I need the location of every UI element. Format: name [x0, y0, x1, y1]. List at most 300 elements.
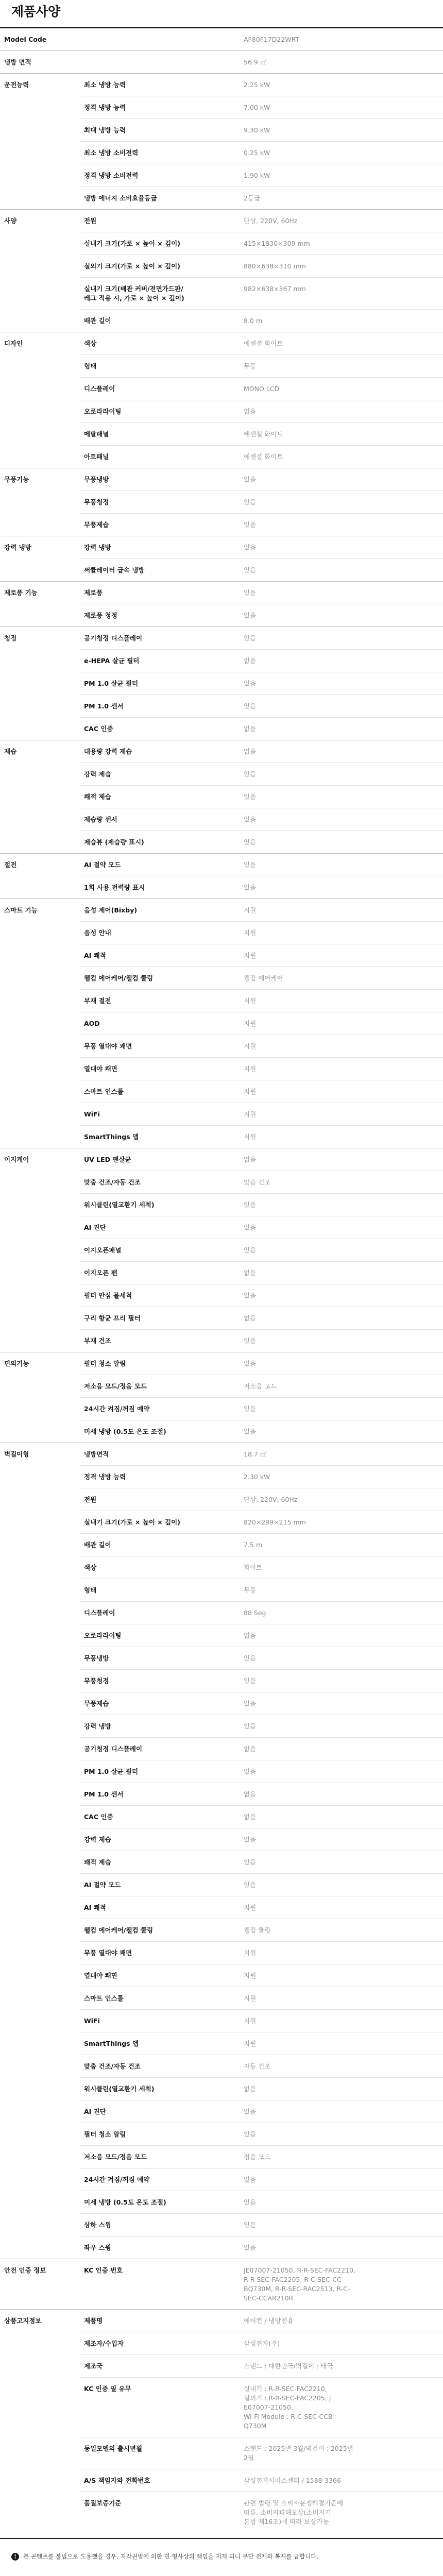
spec-label: 실내기 크기(가로 × 높이 × 깊이)	[80, 1511, 240, 1534]
spec-value-line: 880×638×310 mm	[244, 262, 306, 270]
page-title: 제품사양	[11, 4, 60, 19]
spec-label: A/S 책임자와 전화번호	[80, 2469, 240, 2492]
spec-label: 실내기 크기(가로 × 높이 × 깊이)	[80, 232, 240, 255]
spec-value-line: 있음	[244, 1881, 257, 1889]
spec-value	[240, 1942, 443, 1964]
spec-label: 상하 스윙	[80, 2214, 240, 2236]
spec-value	[240, 559, 443, 582]
spec-value	[240, 650, 443, 672]
spec-value	[240, 718, 443, 740]
spec-label: PM 1.0 살균 필터	[80, 672, 240, 695]
spec-label: 부재 건조	[80, 1330, 240, 1352]
spec-value-line: 무풍	[244, 362, 257, 370]
spec-value	[240, 944, 443, 967]
spec-value-line: 스탠드 : 대한민국/벽걸이 : 태국	[244, 2362, 333, 2370]
spec-value-line: 있음	[244, 1292, 257, 1299]
spec-category: 제로풍 기능	[0, 582, 80, 627]
spec-value	[240, 514, 443, 536]
spec-value-line: 자동 건조	[244, 2062, 271, 2070]
spec-value-line: 저소음 모드	[244, 1382, 277, 1390]
spec-category: 벽걸이형	[0, 1443, 80, 2259]
spec-value-line: 지원	[244, 906, 257, 914]
spec-row	[0, 2310, 443, 2332]
spec-label: 음성 제어(Bixby)	[80, 899, 240, 922]
spec-value-line: 있음	[244, 884, 257, 891]
spec-label: 품질보증기준	[80, 2492, 240, 2533]
spec-label: 이지오픈패널	[80, 1239, 240, 1262]
spec-label: 냉방 에너지 소비효율등급	[80, 187, 240, 210]
spec-value	[240, 1194, 443, 1216]
spec-value-line: 18.7 ㎡	[244, 1450, 267, 1458]
spec-label: e-HEPA 살균 필터	[80, 650, 240, 672]
spec-label: CAC 인증	[80, 718, 240, 740]
spec-value-line: 820×299×215 mm	[244, 1518, 306, 1526]
spec-label: 실내기 크기(배관 커버/전면가드판/ 레그 적용 시, 가로 × 높이 × 깊이)	[80, 278, 240, 310]
footnote-text: 본 콘텐츠를 불법으로 도용했을 경우, 저작권법에 의한 민·형사상의 책임을 지게 되니 무단 전재와 복제를 금합니다.	[23, 2553, 319, 2560]
spec-label: UV LED 팬살균	[80, 1148, 240, 1171]
spec-value-line: Wi-Fi Module : R-C-SEC-CCB	[244, 2413, 333, 2420]
spec-label: 제조자/수입자	[80, 2332, 240, 2355]
spec-value-line: 없음	[244, 1314, 257, 1322]
spec-label: KC 인증 필 유무	[80, 2378, 240, 2437]
spec-value	[240, 1352, 443, 1375]
spec-value	[240, 876, 443, 899]
spec-label: 무풍제습	[80, 514, 240, 536]
spec-category: 운전능력	[0, 74, 80, 210]
spec-value	[240, 2259, 443, 2310]
spec-value	[240, 2310, 443, 2332]
spec-label: 아트패널	[80, 446, 240, 468]
spec-category: 안전 인증 정보	[0, 2259, 80, 2310]
spec-value-line: 지원	[244, 952, 257, 959]
spec-value-line: 삼성전자서비스센터 / 1588-3366	[244, 2477, 341, 2484]
spec-label: 형태	[80, 1579, 240, 1602]
spec-label: AI 절약 모드	[80, 1874, 240, 1896]
spec-value-line: 지원	[244, 1949, 257, 1957]
spec-value-line: E07007-21050,	[244, 2403, 293, 2411]
spec-value	[240, 672, 443, 695]
spec-value-line: 있음	[244, 793, 257, 801]
spec-label: 미세 냉방 (0.5도 온도 조절)	[80, 2191, 240, 2214]
spec-value-line: 지원	[244, 1110, 257, 1118]
spec-value	[240, 1330, 443, 1352]
footer-note	[0, 2538, 443, 2571]
spec-value	[240, 1375, 443, 1398]
spec-category: 무풍기능	[0, 468, 80, 536]
spec-value	[240, 627, 443, 650]
spec-value	[240, 1602, 443, 1624]
spec-value	[240, 1534, 443, 1556]
spec-value-line: 따름. 소비자피해보상(소비자기	[244, 2509, 331, 2516]
spec-value-line: 있음	[244, 2198, 257, 2206]
spec-value	[240, 1647, 443, 1670]
spec-value-line: 단상, 220V, 60Hz	[244, 1496, 298, 1503]
spec-value-line: 지원	[244, 929, 257, 937]
spec-label: 1회 사용 전력량 표시	[80, 876, 240, 899]
spec-row	[0, 210, 443, 232]
spec-value-line: 있음	[244, 1224, 257, 1231]
spec-value-line: 있음	[244, 1201, 257, 1209]
spec-value-line: AF80F17D22WRT	[244, 36, 300, 43]
spec-value	[240, 1148, 443, 1171]
spec-value-line: 56.9 ㎡	[244, 58, 267, 66]
spec-value-line: 지원	[244, 1088, 257, 1095]
spec-value-line: 있음	[244, 612, 257, 619]
spec-label: 맞춤 건조/자동 건조	[80, 1171, 240, 1194]
spec-label: AI 진단	[80, 2100, 240, 2123]
spec-value	[240, 1783, 443, 1806]
spec-label: 무풍냉방	[80, 468, 240, 491]
spec-value	[240, 1012, 443, 1035]
spec-value	[240, 1126, 443, 1148]
spec-label: 제로풍 청정	[80, 604, 240, 627]
spec-label: 제로풍	[80, 582, 240, 604]
spec-value-line: 있음	[244, 1246, 257, 1254]
spec-value	[240, 2492, 443, 2533]
spec-value	[240, 1284, 443, 1307]
spec-value-line: 에센셜 화이트	[244, 453, 283, 461]
spec-value	[240, 1307, 443, 1330]
spec-label: 냉방면적	[80, 1443, 240, 1466]
spec-value	[240, 2055, 443, 2078]
spec-value-line: 있음	[244, 2130, 257, 2138]
spec-value	[240, 1624, 443, 1647]
spec-row	[0, 1352, 443, 1375]
spec-value-line: 지원	[244, 2040, 257, 2047]
spec-label: 필터 안심 물세척	[80, 1284, 240, 1307]
spec-value-line: 없음	[244, 1632, 257, 1639]
spec-value	[240, 1171, 443, 1194]
spec-value-line: BQ730M, R-R-SEC-RAC2513, R-C-	[244, 2285, 350, 2293]
spec-value	[240, 446, 443, 468]
spec-value	[240, 967, 443, 990]
spec-value-line: 맞춤 건조	[244, 1178, 271, 1186]
spec-value-line: 982×638×367 mm	[244, 285, 306, 293]
spec-value-line: 지원	[244, 1133, 257, 1141]
spec-value	[240, 1828, 443, 1851]
spec-label: 강력 제습	[80, 1828, 240, 1851]
spec-value	[240, 740, 443, 763]
spec-label: 제습량 센서	[80, 808, 240, 831]
spec-value	[240, 922, 443, 944]
spec-value-line: 있음	[244, 1337, 257, 1345]
spec-table	[0, 28, 443, 2533]
spec-label: 배관 길이	[80, 1534, 240, 1556]
spec-label: 대용량 강력 제습	[80, 740, 240, 763]
spec-label: 웰컴 에어케어/웰컴 쿨링	[80, 967, 240, 990]
spec-label: 최소 냉방 능력	[80, 74, 240, 96]
spec-value-line: 에어컨 / 냉방전용	[244, 2317, 294, 2325]
spec-label: 쾌적 제습	[80, 786, 240, 808]
spec-category: 편의기능	[0, 1352, 80, 1443]
spec-label: 미세 냉방 (0.5도 온도 조절)	[80, 1420, 240, 1443]
spec-label: 필터 청소 알림	[80, 2123, 240, 2146]
spec-value	[240, 164, 443, 187]
spec-row	[0, 740, 443, 763]
info-icon: !	[11, 2553, 19, 2561]
spec-value-line: 있음	[244, 1722, 257, 1730]
spec-value	[240, 119, 443, 142]
spec-value	[240, 355, 443, 378]
spec-value	[240, 1488, 443, 1511]
spec-value	[240, 1058, 443, 1080]
spec-label: WiFi	[80, 1103, 240, 1126]
spec-value	[240, 1760, 443, 1783]
spec-label: 무풍제습	[80, 1692, 240, 1715]
spec-row	[0, 51, 443, 74]
spec-value	[240, 2146, 443, 2168]
spec-value-line: 있음	[244, 770, 257, 778]
spec-value-line: MONO LCD	[244, 385, 280, 393]
spec-row	[0, 1148, 443, 1171]
spec-value-line: R-R-SEC-FAC2205, R-C-SEC-CC	[244, 2276, 342, 2283]
spec-value-line: 없음	[244, 725, 257, 733]
spec-label: 무풍냉방	[80, 1647, 240, 1670]
spec-label: PM 1.0 살균 필터	[80, 1760, 240, 1783]
spec-label: 음성 안내	[80, 922, 240, 944]
spec-label: 디스플레이	[80, 378, 240, 400]
spec-value	[240, 1851, 443, 1874]
spec-value-line: 웰컴 에어케어	[244, 974, 283, 982]
spec-value	[240, 1035, 443, 1058]
spec-value-line: SEC-CCAR210R	[244, 2294, 294, 2302]
spec-label: 전원	[80, 210, 240, 232]
spec-value	[240, 1715, 443, 1738]
spec-value	[240, 1670, 443, 1692]
spec-value-line: 지원	[244, 1904, 257, 1911]
spec-label: 열대야 쾌면	[80, 1058, 240, 1080]
spec-value	[240, 2078, 443, 2100]
spec-value-line: 7.00 kW	[244, 104, 270, 111]
spec-value	[240, 1556, 443, 1579]
spec-row	[0, 899, 443, 922]
spec-value	[240, 210, 443, 232]
spec-value	[240, 255, 443, 278]
spec-label: AI 쾌적	[80, 944, 240, 967]
spec-label: AI 진단	[80, 1216, 240, 1239]
spec-label: WiFi	[80, 2010, 240, 2032]
spec-value-line: 실내기 : R-R-SEC-FAC2210,	[244, 2385, 327, 2393]
spec-value-line: 없음	[244, 1745, 257, 1753]
spec-value	[240, 831, 443, 854]
spec-value-line: 있음	[244, 2176, 257, 2183]
spec-value-line: 있음	[244, 544, 257, 551]
spec-value	[240, 74, 443, 96]
spec-value-line: 있음	[244, 476, 257, 483]
spec-value-line: 없음	[244, 1813, 257, 1821]
spec-value	[240, 1964, 443, 1987]
spec-label: SmartThings 앱	[80, 1126, 240, 1148]
spec-value-line: 없음	[244, 657, 257, 665]
spec-value-line: 2등급	[244, 194, 261, 202]
spec-label: 오로라라이팅	[80, 400, 240, 423]
spec-category: Model Code	[4, 36, 47, 43]
spec-value	[240, 604, 443, 627]
spec-value	[240, 1511, 443, 1534]
spec-label: 저소음 모드/정음 모드	[80, 1375, 240, 1398]
spec-label: 형태	[80, 355, 240, 378]
spec-value-line: 웰컴 쿨링	[244, 1926, 271, 1934]
spec-value-line: 지원	[244, 1020, 257, 1027]
spec-label: 저소음 모드/정음 모드	[80, 2146, 240, 2168]
spec-value-line: 있음	[244, 1405, 257, 1413]
spec-value	[240, 2469, 443, 2492]
spec-value-line: 있음	[244, 1677, 257, 1685]
spec-value-line: 있음	[244, 1428, 257, 1435]
spec-value	[240, 582, 443, 604]
spec-value	[240, 1216, 443, 1239]
spec-value-line: 무풍	[244, 1586, 257, 1594]
spec-label: 24시간 켜짐/꺼짐 예약	[80, 2168, 240, 2191]
spec-value-line: 있음	[244, 2108, 257, 2115]
spec-value-line: 없음	[244, 1269, 257, 1277]
spec-value	[240, 2437, 443, 2469]
spec-value	[240, 2378, 443, 2437]
spec-value-line: 88 Seg	[244, 1609, 266, 1617]
spec-value	[240, 2355, 443, 2378]
spec-value	[240, 1420, 443, 1443]
spec-value	[240, 1919, 443, 1942]
spec-value-line: 415×1830×309 mm	[244, 240, 310, 247]
spec-label: 쾌적 제습	[80, 1851, 240, 1874]
spec-value-line: 있음	[244, 566, 257, 574]
spec-value	[240, 1466, 443, 1488]
spec-value-line: 지원	[244, 1994, 257, 2002]
spec-value	[240, 854, 443, 876]
spec-value	[240, 378, 443, 400]
spec-value-line: 지원	[244, 2017, 257, 2025]
spec-category: 이지케어	[0, 1148, 80, 1352]
spec-label: AOD	[80, 1012, 240, 1035]
spec-value-line: 없음	[244, 1790, 257, 1798]
spec-value-line: 0.25 kW	[244, 149, 270, 157]
spec-label: 색상	[80, 332, 240, 355]
spec-value	[240, 310, 443, 332]
spec-value-line: 화이트	[244, 1564, 263, 1571]
spec-row	[0, 536, 443, 559]
spec-value	[240, 2236, 443, 2259]
spec-value-line: 없음	[244, 748, 257, 755]
spec-value-line: 지원	[244, 1065, 257, 1073]
spec-label: 최대 냉방 능력	[80, 119, 240, 142]
spec-label: 부재 절전	[80, 990, 240, 1012]
spec-row	[0, 332, 443, 355]
spec-category: 청정	[0, 627, 80, 740]
spec-label: 디스플레이	[80, 1602, 240, 1624]
spec-label: 24시간 켜짐/꺼짐 예약	[80, 1398, 240, 1420]
spec-value-line: 있음	[244, 838, 257, 846]
spec-label: 강력 냉방	[80, 1715, 240, 1738]
spec-value-line: 있음	[244, 702, 257, 710]
spec-value-line: 2.25 kW	[244, 81, 270, 89]
spec-value	[240, 2100, 443, 2123]
spec-label: 정격 냉방 능력	[80, 1466, 240, 1488]
spec-label: CAC 인증	[80, 1806, 240, 1828]
spec-label: 스마트 인스톨	[80, 1987, 240, 2010]
spec-value	[240, 1987, 443, 2010]
spec-value-line: 본법 제16조)에 따라 보상가능	[244, 2518, 329, 2526]
spec-value	[240, 1443, 443, 1466]
spec-value-line: 있음	[244, 2244, 257, 2251]
spec-label: 제습뷰 (제습량 표시)	[80, 831, 240, 854]
spec-label: 필터 청소 알림	[80, 1352, 240, 1375]
spec-value	[240, 491, 443, 514]
spec-value-line: 에센셜 화이트	[244, 340, 283, 347]
spec-label: KC 인증 번호	[80, 2259, 240, 2310]
spec-value-line: 없음	[244, 2085, 257, 2093]
spec-label: 정격 냉방 능력	[80, 96, 240, 119]
spec-label: PM 1.0 센서	[80, 1783, 240, 1806]
spec-label: 구리 항균 프리 필터	[80, 1307, 240, 1330]
spec-label: 강력 냉방	[80, 536, 240, 559]
spec-value	[240, 232, 443, 255]
spec-value-line: Q730M	[244, 2422, 267, 2430]
spec-category: 냉방 면적	[0, 51, 240, 74]
spec-value	[240, 2214, 443, 2236]
spec-row	[0, 468, 443, 491]
spec-value	[240, 423, 443, 446]
spec-value-line: 정음 모드	[244, 2153, 271, 2161]
spec-value-line: 9.30 kW	[244, 126, 270, 134]
spec-value-line: 없음	[244, 1156, 257, 1163]
spec-category: 강력 냉방	[0, 536, 80, 582]
spec-value-line: 있음	[244, 1858, 257, 1866]
spec-value-line: 지원	[244, 997, 257, 1005]
spec-value-line: 단상, 220V, 60Hz	[244, 217, 298, 225]
spec-label: 무풍청정	[80, 491, 240, 514]
spec-row	[0, 582, 443, 604]
spec-label: 열대야 쾌면	[80, 1964, 240, 1987]
spec-label: 제조국	[80, 2355, 240, 2378]
spec-value-line: 8.0 m	[244, 317, 263, 325]
spec-label: 색상	[80, 1556, 240, 1579]
spec-value-line: 있음	[244, 634, 257, 642]
spec-value	[240, 187, 443, 210]
spec-label: 최소 냉방 소비전력	[80, 142, 240, 164]
spec-value	[240, 2332, 443, 2355]
spec-value-line: 없음	[244, 408, 257, 415]
spec-label: 정격 냉방 소비전력	[80, 164, 240, 187]
spec-value-line: 있음	[244, 1768, 257, 1775]
spec-value-line: 있음	[244, 816, 257, 823]
spec-value	[240, 28, 443, 51]
spec-category: 절전	[0, 854, 80, 899]
spec-label: 무풍 열대야 쾌면	[80, 1942, 240, 1964]
spec-label: 배관 길이	[80, 310, 240, 332]
spec-label: 공기청정 디스플레이	[80, 627, 240, 650]
spec-value-line: 2월	[244, 2454, 254, 2462]
spec-label: 실외기 크기(가로 × 높이 × 깊이)	[80, 255, 240, 278]
spec-value-line: 관련 법령 및 소비자분쟁해결기준에	[244, 2499, 344, 2507]
spec-value	[240, 536, 443, 559]
spec-label: 오로라라이팅	[80, 1624, 240, 1647]
spec-category: 스마트 기능	[0, 899, 80, 1148]
spec-category: 사양	[0, 210, 80, 332]
spec-label: 제품명	[80, 2310, 240, 2332]
spec-row	[0, 2259, 443, 2310]
spec-value	[240, 808, 443, 831]
spec-value	[240, 786, 443, 808]
spec-label: 전원	[80, 1488, 240, 1511]
spec-value	[240, 763, 443, 786]
spec-value	[240, 990, 443, 1012]
spec-value	[240, 1239, 443, 1262]
spec-value	[240, 400, 443, 423]
spec-row	[0, 627, 443, 650]
spec-value	[240, 1692, 443, 1715]
spec-value-line: 1.90 kW	[244, 172, 270, 179]
spec-value	[240, 1262, 443, 1284]
